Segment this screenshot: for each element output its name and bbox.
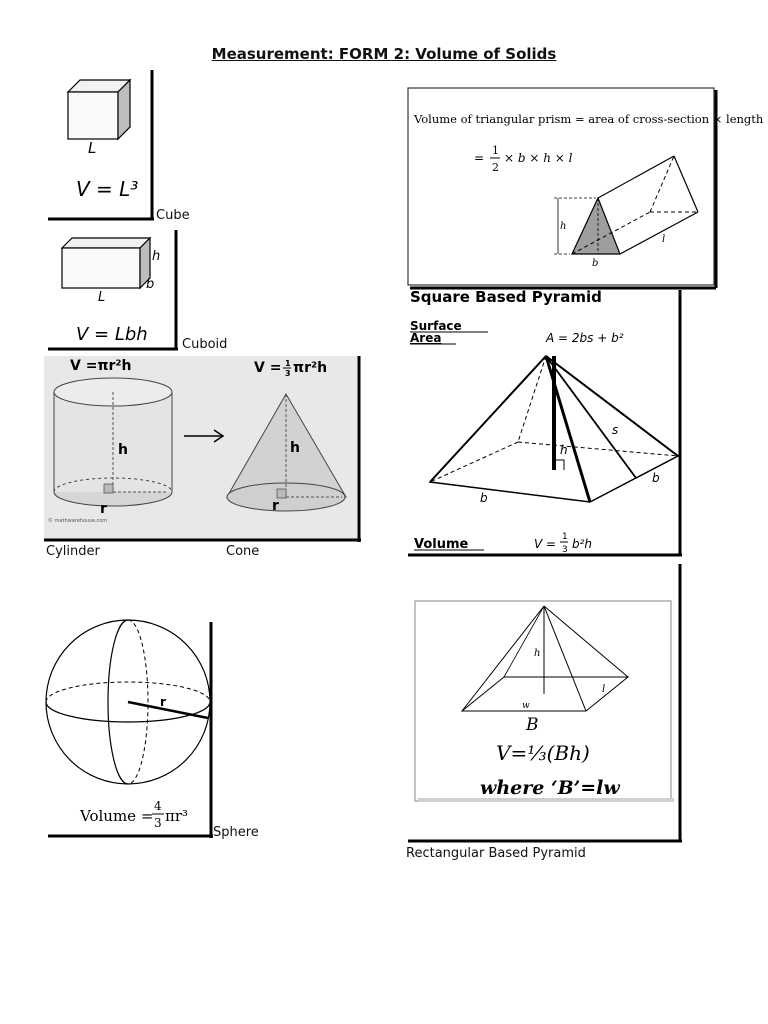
rect-pyramid-where: where ‘B’=lw: [480, 777, 620, 799]
surface-label-1: Surface: [410, 319, 462, 333]
cuboid-h-label: h: [152, 249, 161, 264]
rect-pyramid-formula: V=⅓(Bh): [496, 741, 590, 765]
cylinder-cone-svg: [44, 356, 362, 544]
cube-edge-label: L: [88, 139, 97, 157]
cylinder-formula: V =πr²h: [70, 358, 132, 374]
triangular-prism-figure: [406, 86, 764, 290]
rect-pyramid-caption: Rectangular Based Pyramid: [406, 846, 586, 861]
sphere-svg: [44, 616, 216, 840]
prism-formula-line1: Volume of triangular prism = area of cross-section × length: [414, 112, 764, 126]
prism-l-label: l: [662, 234, 666, 245]
square-pyramid-frac-num: 1: [562, 532, 568, 542]
page-title: Measurement: FORM 2: Volume of Solids: [211, 45, 557, 63]
square-pyramid-s-label: s: [612, 423, 619, 437]
cuboid-front-face: [62, 248, 140, 288]
cube-front-face: [68, 92, 118, 139]
sphere-caption: Sphere: [213, 825, 259, 840]
rect-pyramid-w-label: w: [522, 701, 530, 711]
cone-r-label: r: [272, 498, 279, 514]
sphere-figure: [44, 616, 216, 840]
prism-frac-den: 2: [492, 161, 499, 174]
rect-pyramid-l-label: l: [602, 684, 606, 695]
cylinder-h-label: h: [118, 442, 128, 458]
prism-frac-num: 1: [492, 144, 499, 157]
cone-h-label: h: [290, 440, 300, 456]
sphere-formula-prefix: Volume =: [80, 807, 154, 825]
surface-formula: A = 2bs + b²: [546, 331, 624, 345]
cuboid-figure: [48, 230, 180, 352]
square-pyramid-heading: Square Based Pyramid: [410, 288, 602, 306]
rect-pyramid-svg: [406, 564, 684, 844]
square-pyramid-frac-den: 3: [562, 545, 568, 555]
cuboid-l-label: L: [98, 290, 106, 305]
cuboid-b-label: b: [146, 277, 155, 292]
triangular-prism-svg: [406, 86, 764, 290]
sphere-frac-den: 3: [154, 816, 162, 830]
square-pyramid-h-label: h: [560, 443, 568, 457]
cone-formula-suffix: πr²h: [293, 360, 328, 376]
surface-label-2: Area: [410, 331, 442, 345]
cone-formula-prefix: V =: [254, 360, 282, 376]
cube-caption: Cube: [156, 208, 190, 223]
sphere-r-label: r: [160, 695, 166, 709]
cone-frac-num: 1: [285, 359, 291, 368]
square-pyramid-b2-label: b: [652, 471, 660, 485]
square-pyramid-svg: [406, 288, 684, 558]
watermark: © mathwarehouse.com: [48, 518, 108, 524]
square-pyramid-b1-label: b: [480, 491, 488, 505]
cylinder-cone-figure: [44, 356, 362, 544]
cube-svg: [48, 70, 156, 222]
cone-frac-den: 3: [285, 369, 291, 378]
square-pyramid-vol-suffix: b²h: [572, 537, 593, 551]
cylinder-caption: Cylinder: [46, 544, 100, 559]
rect-pyramid-base-label: B: [526, 715, 539, 735]
cylinder-r-label: r: [100, 501, 107, 517]
cube-figure: [48, 70, 156, 222]
prism-eq-prefix: =: [474, 151, 485, 165]
square-pyramid-figure: [406, 288, 684, 558]
cuboid-caption: Cuboid: [182, 337, 228, 352]
sphere-frac-num: 4: [154, 799, 162, 813]
sphere-formula-suffix: πr³: [165, 807, 189, 825]
rect-pyramid-h-label: h: [534, 648, 541, 659]
prism-h-label: h: [560, 221, 567, 232]
rect-pyramid-figure: [406, 564, 684, 844]
cone-caption: Cone: [226, 544, 260, 559]
prism-b-label: b: [592, 258, 599, 269]
sphere-radius: [128, 702, 208, 718]
volume-label: Volume: [414, 537, 469, 552]
square-pyramid-vol-prefix: V =: [534, 537, 557, 551]
prism-eq-suffix: × b × h × l: [504, 151, 573, 165]
cuboid-formula: V = Lbh: [76, 324, 148, 345]
cuboid-svg: [48, 230, 180, 352]
cube-formula: V = L³: [76, 177, 139, 201]
